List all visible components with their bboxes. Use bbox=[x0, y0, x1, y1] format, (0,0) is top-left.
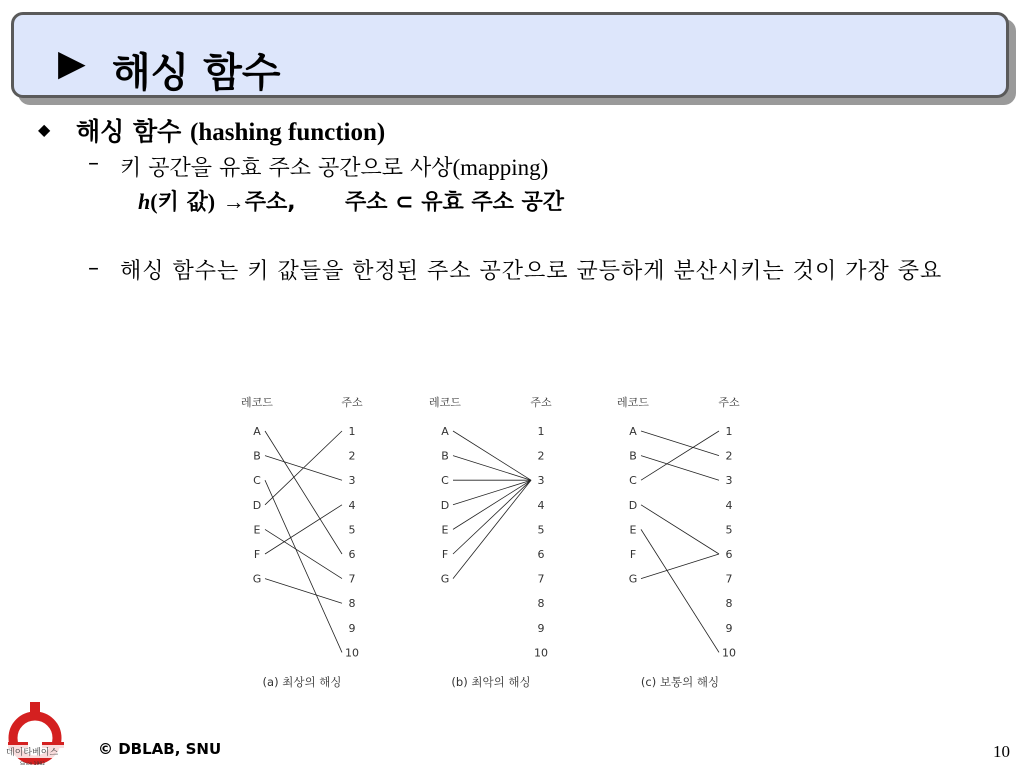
mapping-line bbox=[265, 505, 342, 554]
address-label: 6 bbox=[348, 548, 356, 561]
record-label: F bbox=[253, 548, 261, 561]
mapping-line bbox=[453, 431, 531, 480]
address-label: 10 bbox=[345, 646, 359, 660]
record-label: A bbox=[441, 425, 449, 438]
page-title: 해싱 함수 bbox=[112, 50, 281, 96]
address-label: 6 bbox=[725, 548, 733, 561]
address-label: 3 bbox=[725, 474, 733, 488]
mapping-line bbox=[265, 480, 342, 652]
section-heading-ko: 해싱 함수 bbox=[76, 117, 182, 146]
record-label: G bbox=[440, 572, 450, 586]
formula-close: ) bbox=[207, 189, 216, 214]
record-label: E bbox=[441, 523, 449, 537]
mapping-text: 키 공간을 유효 주소 공간으로 사상 bbox=[120, 156, 453, 181]
address-label: 2 bbox=[537, 449, 545, 463]
address-label: 4 bbox=[537, 498, 545, 512]
hash-diagram-1 bbox=[241, 395, 363, 689]
record-label: B bbox=[441, 449, 449, 463]
address-label: 9 bbox=[348, 621, 356, 635]
address-label: 5 bbox=[725, 523, 733, 537]
address-label: 7 bbox=[537, 572, 545, 586]
address-label: 6 bbox=[537, 548, 545, 561]
diamond-bullet-icon: ◆ bbox=[38, 120, 51, 139]
mapping-line bbox=[453, 480, 531, 554]
record-label: F bbox=[441, 548, 449, 561]
address-label: 3 bbox=[348, 474, 356, 488]
address-label: 4 bbox=[348, 498, 356, 512]
mapping-line bbox=[641, 431, 719, 456]
record-label: E bbox=[253, 523, 261, 537]
mapping-line bbox=[641, 529, 719, 652]
address-label: 3 bbox=[537, 474, 545, 488]
address-label: 7 bbox=[348, 572, 356, 586]
mapping-line bbox=[265, 529, 342, 578]
mapping-line bbox=[641, 505, 719, 554]
formula-key: 키 값 bbox=[157, 190, 208, 215]
formula-addr: 주소, bbox=[244, 190, 296, 215]
mapping-line bbox=[453, 456, 531, 481]
formula-arrow: → bbox=[222, 189, 245, 214]
mapping-line bbox=[265, 431, 342, 505]
address-header: 주소 bbox=[341, 396, 363, 409]
address-label: 1 bbox=[725, 425, 733, 438]
address-label: 8 bbox=[537, 597, 545, 611]
dash-bullet-2: – bbox=[88, 256, 99, 281]
record-label: D bbox=[628, 498, 638, 512]
record-header: 레코드 bbox=[241, 396, 273, 409]
record-label: E bbox=[629, 523, 637, 537]
address-label: 9 bbox=[725, 621, 733, 635]
address-label: 9 bbox=[537, 621, 545, 635]
record-label: C bbox=[629, 474, 637, 488]
record-label: C bbox=[253, 474, 261, 488]
mapping-line bbox=[453, 480, 531, 505]
mapping-line bbox=[265, 431, 342, 554]
mapping-line bbox=[265, 579, 342, 604]
mapping-line bbox=[453, 480, 531, 529]
mapping-line bbox=[641, 554, 719, 579]
hash-diagram-2 bbox=[429, 395, 552, 689]
logo-since: Since 1982 bbox=[20, 762, 46, 767]
record-label: A bbox=[253, 425, 261, 438]
address-label: 10 bbox=[722, 646, 736, 660]
record-header: 레코드 bbox=[429, 396, 461, 409]
logo-text: 데이타베이스 bbox=[6, 748, 59, 758]
dash-bullet-1: – bbox=[88, 151, 99, 176]
address-label: 1 bbox=[537, 425, 545, 438]
hash-diagram-3 bbox=[617, 395, 740, 689]
address-label: 5 bbox=[348, 523, 356, 537]
diagram-caption: (c) 보통의 해싱 bbox=[640, 675, 720, 689]
record-label: F bbox=[629, 548, 637, 561]
address-label: 1 bbox=[348, 425, 356, 438]
address-header: 주소 bbox=[718, 396, 740, 409]
record-label: A bbox=[629, 425, 637, 438]
address-header: 주소 bbox=[530, 396, 552, 409]
record-label: D bbox=[252, 498, 262, 512]
record-label: G bbox=[252, 572, 262, 586]
mapping-line bbox=[641, 431, 719, 480]
formula-h: h bbox=[138, 189, 151, 214]
record-label: B bbox=[629, 449, 637, 463]
play-icon: ▶ bbox=[58, 43, 86, 84]
record-label: B bbox=[253, 449, 261, 463]
address-label: 5 bbox=[537, 523, 545, 537]
address-label: 10 bbox=[534, 646, 548, 660]
section-heading-en: (hashing function) bbox=[190, 119, 386, 146]
address-label: 2 bbox=[348, 449, 356, 463]
record-header: 레코드 bbox=[617, 396, 649, 409]
address-label: 7 bbox=[725, 572, 733, 586]
mapping-line bbox=[641, 456, 719, 481]
address-label: 4 bbox=[725, 498, 733, 512]
mapping-line bbox=[453, 480, 531, 578]
mapping-text-en: (mapping) bbox=[452, 155, 549, 180]
address-label: 8 bbox=[725, 597, 733, 611]
uniform-distribution-text: 해싱 함수는 키 값들을 한정된 주소 공간으로 균등하게 분산시키는 것이 가장 중요 bbox=[120, 259, 943, 284]
formula-open: ( bbox=[150, 189, 158, 214]
formula-statement: 주소 ⊂ 유효 주소 공간 bbox=[344, 190, 565, 215]
address-label: 8 bbox=[348, 597, 356, 611]
diagram-caption: (b) 최악의 해싱 bbox=[451, 675, 531, 689]
record-label: G bbox=[628, 572, 638, 586]
record-label: C bbox=[441, 474, 449, 488]
diagram-caption: (a) 최상의 해싱 bbox=[262, 675, 342, 689]
dblab-logo bbox=[0, 698, 76, 768]
record-label: D bbox=[440, 498, 450, 512]
address-label: 2 bbox=[725, 449, 733, 463]
footer-copyright: © DBLAB, SNU bbox=[98, 740, 222, 758]
page-number: 10 bbox=[993, 742, 1010, 761]
